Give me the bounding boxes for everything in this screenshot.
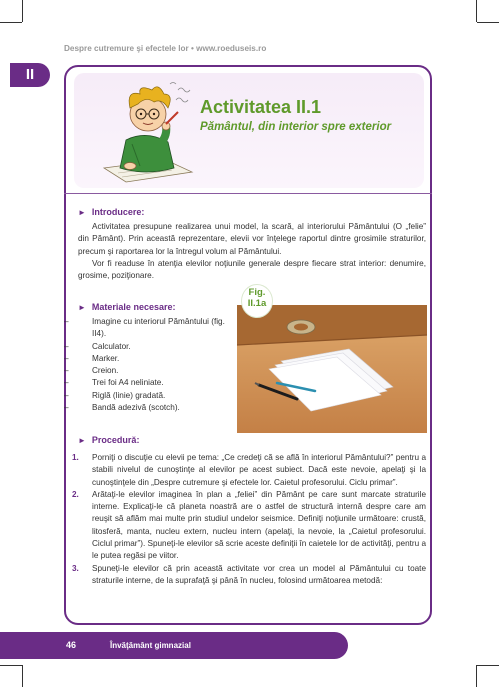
chapter-tab: II [10,63,50,87]
list-item: – Calculator. [64,341,131,351]
list-item: – Creion. [64,366,119,376]
list-item: 2. Arătaţi-le elevilor imaginea în plan a „feliei” din Pământ pe care sunt marcate straturile interne. Explicaţi-le că planeta noastră are o astfel de structură internă despre care am reuşit să aflăm mai multe prin studiul undelor seismice. Definiţi noţiunile următoare: crustă, litosferă, manta, nucleu extern, nucleu intern (apelaţi, la nevoie, la „Caietul profesorului. Ciclul primar”). Spuneţi-le elevilor să scrie aceste definiţii în caietele lor de activităţi, pentru a le putea regăsi pe viitor. [72,489,427,561]
materials-list [64,316,234,414]
student-mascot-illustration [96,80,196,185]
list-item: – Riglă (linie) gradată. [64,390,166,400]
footer-text: Învăţământ gimnazial [110,641,191,650]
crop-mark [0,665,22,666]
crop-mark [476,665,477,687]
section-heading-introducere [78,207,144,217]
header-divider [64,193,432,194]
triangle-bullet-icon: ► [78,208,86,217]
figure-label-line: Fig. [248,287,266,298]
section-heading-text: Materiale necesare: [91,302,176,312]
page-number: 46 [66,640,77,650]
figure-label-badge [242,285,272,317]
triangle-bullet-icon: ► [78,303,86,312]
introducere-text [78,221,426,282]
paragraph: Activitatea presupune realizarea unui model, la scară, al interiorului Pământului (O „felie” din Pământ). Prin această reprezentare, elevii vor înţelege raportul dintre grosimile straturilor, precum şi raportarea lor la întregul volum al Pământului. [78,222,426,256]
crop-mark [477,665,499,666]
crop-mark [22,665,23,687]
crop-mark [476,0,477,22]
crop-mark [477,22,499,23]
crop-mark [22,0,23,22]
paragraph: Vor fi readuse în atenţia elevilor noţiunile generale despre fiecare strat interior: denumire, grosime, poziţionare. [78,258,426,281]
list-item: – Imagine cu interiorul Pământului (fig. II4). [64,317,225,339]
materials-photo [237,305,427,433]
list-item: – Bandă adezivă (scotch). [64,403,180,413]
section-heading-procedura [78,435,139,445]
crop-mark [0,22,22,23]
list-item: – Trei foi A4 neliniate. [64,378,164,388]
section-heading-text: Introducere: [91,207,145,217]
list-item: 1. Porniţi o discuţie cu elevii pe tema: „Ce credeţi că se află în interiorul Pământului?” pentru a stabili nivelul de cunoştinţe al elevilor pe acest subiect. Dacă este nevoie, apelaţi şi la cunoştinţele din „Despre cutremure şi efectele lor. Caietul profesorului. Ciclu primar”. [72,453,426,487]
activity-subtitle: Pământul, din interior spre exterior [200,121,392,133]
running-head: Despre cutremure şi efectele lor • www.roeduseis.ro [64,44,267,53]
procedure-steps [64,452,426,587]
list-item: 3. Spuneţi-le elevilor că prin această activitate vor crea un model al Pământului cu toate straturile interne, de la suprafaţă şi până în nucleu, folosind următoarea metodă: [72,563,426,585]
section-heading-materiale [78,302,175,312]
list-item: – Marker. [64,353,120,363]
activity-title: Activitatea II.1 [200,97,322,117]
triangle-bullet-icon: ► [78,436,86,445]
section-heading-text: Procedură: [91,435,140,445]
figure-label-line: II.1a [247,298,267,309]
